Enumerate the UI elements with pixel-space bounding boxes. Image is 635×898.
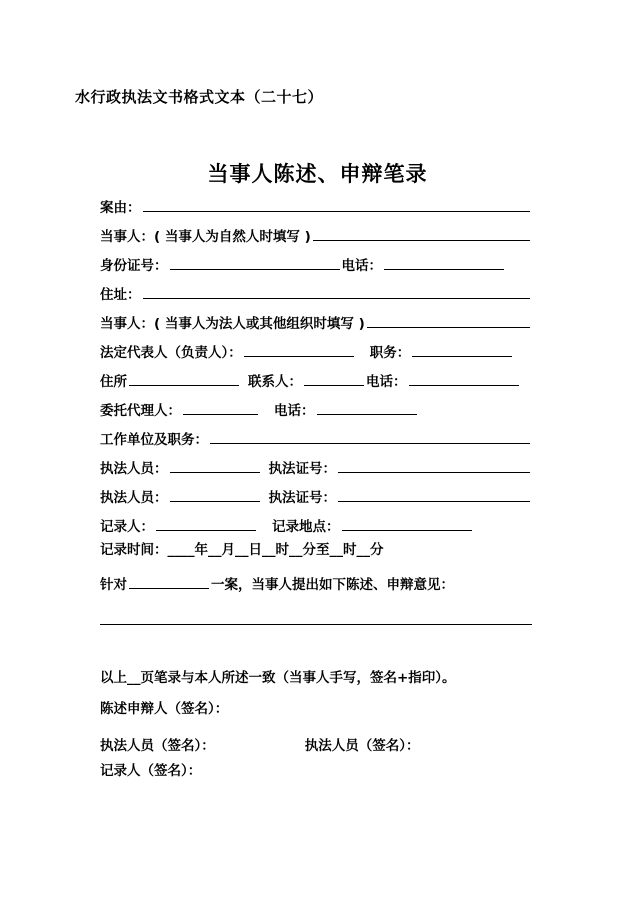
- field-address: [100, 283, 532, 312]
- field-input-officer-1[interactable]: [170, 457, 260, 473]
- signature-recorder: [100, 765, 540, 796]
- page-title: 当事人陈述、申辩笔录: [207, 162, 428, 186]
- field-label-officer-cert-2: 执法证号：: [268, 490, 336, 506]
- field-label-party-legal: 当事人：( 当事人为法人或其他组织时填写 ): [100, 316, 365, 332]
- field-input-recorder[interactable]: [156, 515, 256, 531]
- field-input-address[interactable]: [143, 283, 531, 299]
- form-body: [100, 196, 532, 625]
- field-officer-2: [100, 486, 532, 515]
- field-input-phone-3[interactable]: [317, 399, 417, 415]
- field-legal-rep: [100, 341, 532, 370]
- field-label-party-natural: 当事人：( 当事人为自然人时填写 ): [100, 229, 311, 245]
- field-input-phone-1[interactable]: [384, 254, 504, 270]
- field-input-contact[interactable]: [304, 370, 364, 386]
- field-label-officer-cert-1: 执法证号：: [268, 461, 336, 477]
- field-label-phone-1: 电话：: [341, 258, 382, 274]
- field-label-recorder: 记录人：: [100, 519, 154, 535]
- field-label-legal-rep: 法定代表人（负责人）：: [100, 345, 242, 361]
- field-record-time: [100, 544, 532, 573]
- field-input-position[interactable]: [412, 341, 512, 357]
- field-label-workplace-position: 工作单位及职务：: [100, 432, 208, 448]
- field-input-agent[interactable]: [183, 399, 258, 415]
- statement-prompt-pre: 针对: [100, 577, 127, 593]
- signature-officers-row: [100, 734, 540, 765]
- field-input-officer-cert-2[interactable]: [338, 486, 530, 502]
- closing-note-text: 以上__页笔录与本人所述一致（当事人手写，签名+指印）。: [100, 670, 456, 686]
- signature-statement-party: [100, 703, 540, 734]
- field-label-id-number: 身份证号：: [100, 258, 168, 274]
- field-label-address: 住址：: [100, 287, 141, 303]
- field-input-party-legal[interactable]: [367, 312, 530, 328]
- signature-label-recorder[interactable]: 记录人（签名）：: [100, 763, 202, 779]
- field-case-reason: [100, 196, 532, 225]
- signature-label-statement-party[interactable]: 陈述申辩人（签名）：: [100, 701, 229, 717]
- field-officer-1: [100, 457, 532, 486]
- field-label-phone-3: 电话：: [274, 403, 315, 419]
- field-label-officer-1: 执法人员：: [100, 461, 168, 477]
- field-label-record-place: 记录地点：: [272, 519, 340, 535]
- field-recorder: [100, 515, 532, 544]
- field-input-record-place[interactable]: [342, 515, 472, 531]
- field-input-officer-2[interactable]: [170, 486, 260, 502]
- document-header: 水行政执法文书格式文本（二十七）: [75, 88, 324, 106]
- field-input-legal-rep[interactable]: [244, 341, 354, 357]
- field-label-agent: 委托代理人：: [100, 403, 181, 419]
- field-label-phone-2: 电话：: [366, 374, 407, 390]
- field-id-number: [100, 254, 532, 283]
- field-domicile: [100, 370, 532, 399]
- field-agent: [100, 399, 532, 428]
- signature-label-officer-1[interactable]: 执法人员（签名）：: [100, 738, 215, 754]
- field-input-case-reason[interactable]: [143, 196, 531, 212]
- field-label-record-time[interactable]: 记录时间：____年__月__日__时__分至__时__分: [100, 542, 384, 558]
- field-input-officer-cert-1[interactable]: [338, 457, 530, 473]
- field-label-officer-2: 执法人员：: [100, 490, 168, 506]
- field-label-domicile: 住所: [100, 374, 127, 390]
- field-workplace-position: [100, 428, 532, 457]
- field-party-legal: [100, 312, 532, 341]
- field-label-position: 职务：: [369, 345, 411, 361]
- field-input-domicile[interactable]: [129, 370, 239, 386]
- statement-area-rule[interactable]: [100, 624, 532, 625]
- closing-note: [100, 672, 540, 703]
- field-input-phone-2[interactable]: [409, 370, 519, 386]
- statement-prompt-post: 一案，当事人提出如下陈述、申辩意见：: [211, 577, 454, 593]
- field-input-id-number[interactable]: [170, 254, 340, 270]
- field-label-contact: 联系人：: [248, 374, 302, 390]
- field-input-case-name[interactable]: [129, 573, 209, 589]
- field-input-party-natural[interactable]: [313, 225, 530, 241]
- closing-section: [100, 672, 540, 796]
- field-party-natural: [100, 225, 532, 254]
- field-label-case-reason: 案由：: [100, 200, 141, 216]
- field-statement-prompt: [100, 573, 532, 602]
- signature-label-officer-2[interactable]: 执法人员（签名）：: [304, 738, 420, 754]
- field-input-workplace-position[interactable]: [210, 428, 530, 444]
